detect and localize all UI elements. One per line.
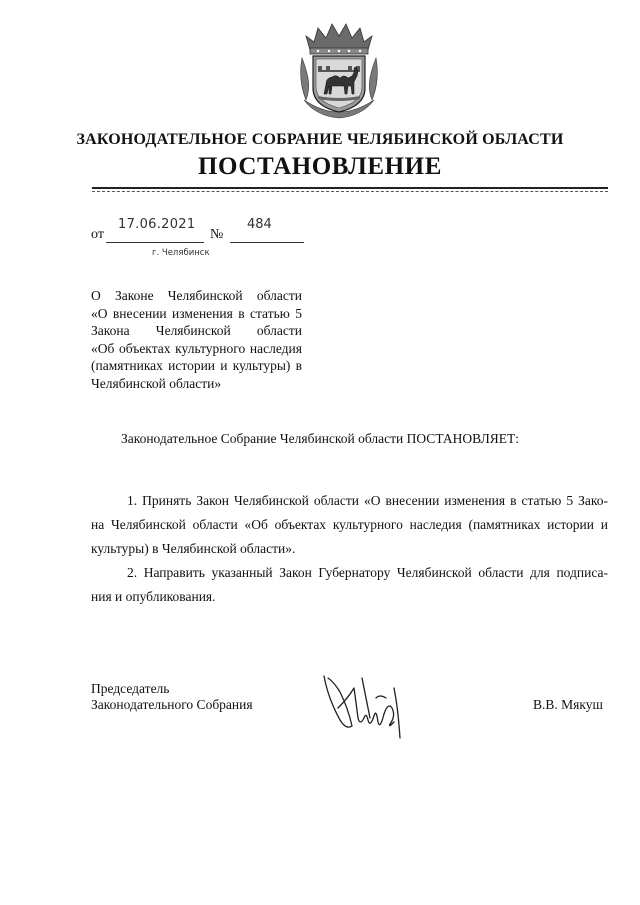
signatory-name: В.В. Мякуш — [533, 697, 603, 712]
body-line: культуры) в Челябинской области». — [91, 541, 296, 556]
city-label: г. Челябинск — [152, 248, 210, 258]
document-date: 17.06.2021 — [118, 217, 196, 232]
subject-line: (памятниках истории и культуры) в — [91, 358, 302, 373]
resolution-body — [91, 489, 608, 609]
document-type-title: ПОСТАНОВЛЕНИЕ — [197, 153, 443, 180]
number-label: № — [210, 227, 224, 242]
subject-line: «Об объектах культурного наследия — [91, 340, 302, 356]
body-line: 2. Направить указанный Закон Губернатору Челябинской области для подписа- — [127, 565, 608, 580]
header-rule — [92, 187, 608, 189]
subject-line: «О внесении изменения в статью 5 — [91, 305, 302, 321]
document-subject — [91, 287, 302, 392]
body-line: 1. Принять Закон Челябинской области «О внесении изменения в статью 5 Зако- — [127, 493, 608, 508]
document-number: 484 — [247, 217, 272, 232]
resolution-preamble: Законодательное Собрание Челябинской области ПОСТАНОВЛЯЕТ: — [120, 431, 520, 446]
subject-line: Челябинской области» — [91, 375, 222, 391]
signatory-title: Законодательного Собрания — [91, 697, 253, 712]
subject-line: Закона Челябинской области — [91, 323, 302, 338]
coat-of-arms-icon — [296, 20, 382, 120]
date-underline — [106, 242, 204, 243]
date-label: от — [91, 227, 104, 242]
organization-name: ЗАКОНОДАТЕЛЬНОЕ СОБРАНИЕ ЧЕЛЯБИНСКОЙ ОБЛАСТИ — [76, 131, 564, 148]
handwritten-signature-icon — [318, 668, 410, 748]
header-rule-dashed — [92, 191, 608, 192]
body-line: на Челябинской области «Об объектах культурного наследия (памятниках истории и — [91, 517, 608, 532]
body-line: ния и опубликования. — [91, 589, 216, 604]
number-underline — [230, 242, 304, 243]
signatory-title: Председатель — [91, 681, 170, 696]
subject-line: О Законе Челябинской области — [91, 288, 302, 303]
